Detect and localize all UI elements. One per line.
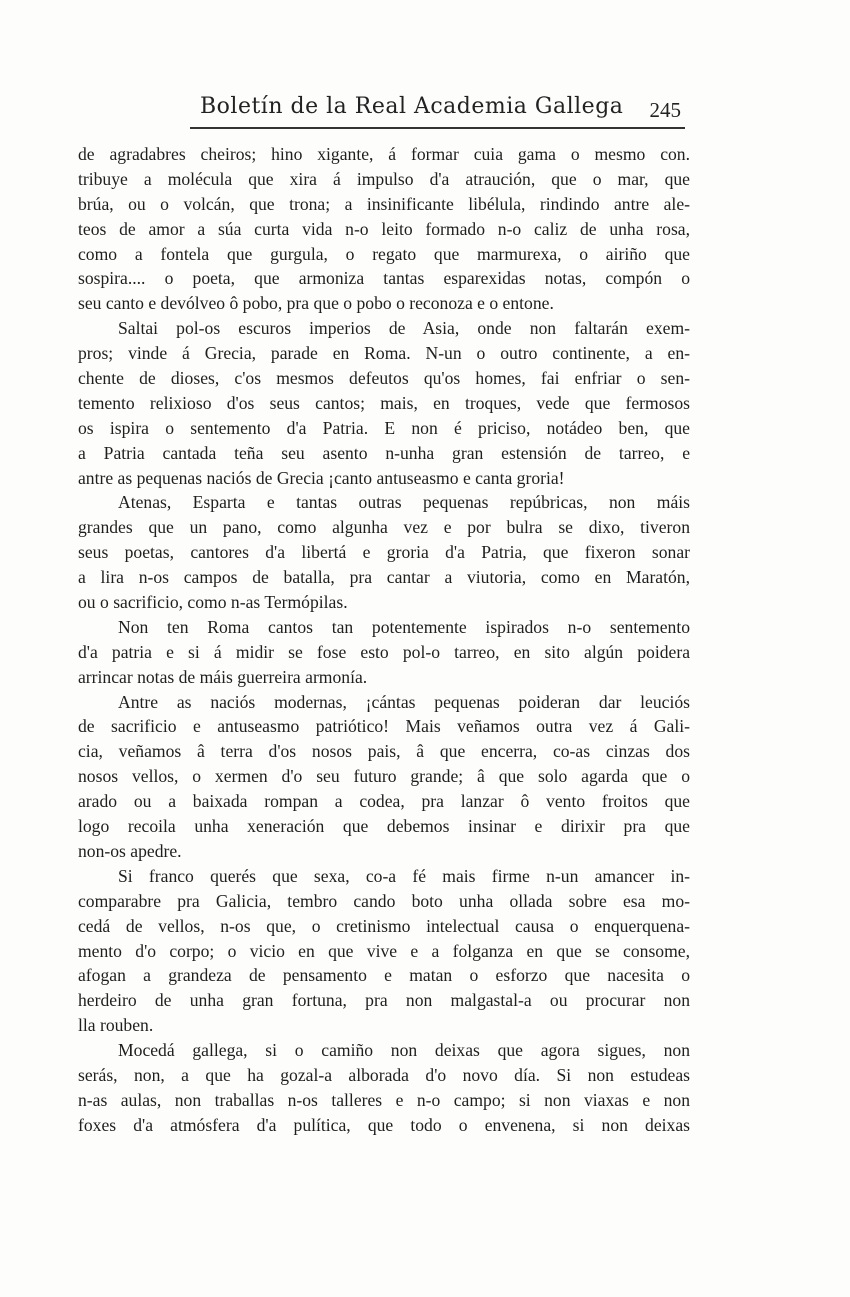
text-line: ou o sacrificio, como n-as Termópilas. <box>78 592 348 613</box>
text-line: d'a patria e si á midir se fose esto pol-o tarreo, en sito algún poidera <box>78 641 690 662</box>
text-line: antre as pequenas naciós de Grecia ¡canto antuseasmo e canta groria! <box>78 467 565 488</box>
running-header <box>190 92 685 132</box>
text-line: arado ou a baixada rompan a codea, pra lanzar ô vento froitos que <box>78 791 690 812</box>
text-line: Mocedá gallega, si o camiño non deixas que agora sigues, non <box>118 1040 690 1061</box>
text-line: n-as aulas, non traballas n-os talleres e n-o campo; si non viaxas e non <box>78 1089 690 1110</box>
text-line: brúa, ou o volcán, que trona; a insinificante libélula, rindindo antre ale- <box>78 193 690 214</box>
text-line: sospira.... o poeta, que armoniza tantas esparexidas notas, compón o <box>78 268 690 289</box>
text-line: grandes que un pano, como algunha vez e por bulra se dixo, tiveron <box>78 517 690 538</box>
text-line: cia, veñamos â terra d'os nosos pais, â que encerra, co-as cinzas dos <box>78 741 690 762</box>
text-line: herdeiro de unha gran fortuna, pra non malgastal-a ou procurar non <box>78 990 690 1011</box>
text-line: teos de amor a súa curta vida n-o leito formado n-o caliz de unha rosa, <box>78 218 690 239</box>
body-text <box>78 142 690 1138</box>
text-line: os ispira o sentemento d'a Patria. E non é priciso, notádeo ben, que <box>78 417 690 438</box>
text-line: Si franco querés que sexa, co-a fé mais firme n-un amancer in- <box>118 865 690 886</box>
text-line: seus poetas, cantores d'a libertá e groria d'a Patria, que fixeron sonar <box>78 542 690 563</box>
journal-title: Boletín de la Real Academia Gallega <box>200 94 624 119</box>
text-line: non-os apedre. <box>78 840 182 861</box>
text-line: mento d'o corpo; o vicio en que vive e a folganza en que se consome, <box>78 940 690 961</box>
text-line: tribuye a molécula que xira á impulso d'a atraución, que o mar, que <box>78 168 690 189</box>
text-line: foxes d'a atmósfera d'a pulítica, que todo o envenena, si non deixas <box>78 1114 690 1135</box>
text-line: serás, non, a que ha gozal-a alborada d'o novo día. Si non estudeas <box>78 1064 690 1085</box>
text-line: Saltai pol-os escuros imperios de Asia, onde non faltarán exem- <box>118 318 690 339</box>
text-line: como a fontela que gurgula, o regato que marmurexa, o airiño que <box>78 243 690 264</box>
text-line: cedá de vellos, n-os que, o cretinismo intelectual causa o enquerquena- <box>78 915 690 936</box>
text-line: Atenas, Esparta e tantas outras pequenas repúbricas, non máis <box>118 492 690 513</box>
text-line: logo recoila unha xeneración que debemos insinar e dirixir pra que <box>78 816 690 837</box>
text-line: arrincar notas de máis guerreira armonía. <box>78 666 368 687</box>
header-rule <box>190 127 685 129</box>
text-line: temento relixioso d'os seus cantos; mais, en troques, vede que fermosos <box>78 392 690 413</box>
text-line: Antre as naciós modernas, ¡cántas pequenas poideran dar leuciós <box>118 691 690 712</box>
text-line: afogan a grandeza de pensamento e matan o esforzo que nacesita o <box>78 965 690 986</box>
text-line: a Patria cantada teña seu asento n-unha gran estensión de tarreo, e <box>78 442 690 463</box>
text-line: lla rouben. <box>78 1015 154 1036</box>
text-line: a lira n-os campos de batalla, pra cantar a viutoria, como en Maratón, <box>78 567 690 588</box>
text-line: de sacrificio e antuseasmo patriótico! Mais veñamos outra vez á Gali- <box>78 716 690 737</box>
text-line: de agradabres cheiros; hino xigante, á formar cuia gama o mesmo con. <box>78 144 690 164</box>
page-number: 245 <box>649 98 681 122</box>
text-line: seu canto e devólveo ô pobo, pra que o pobo o reconoza e o entone. <box>78 293 554 314</box>
text-line: comparabre pra Galicia, tembro cando boto unha ollada sobre esa mo- <box>78 890 690 911</box>
text-line: Non ten Roma cantos tan potentemente ispirados n-o sentemento <box>118 616 690 637</box>
text-line: pros; vinde á Grecia, parade en Roma. N-un o outro continente, a en- <box>78 343 690 364</box>
text-line: nosos vellos, o xermen d'o seu futuro grande; â que solo agarda que o <box>78 766 690 787</box>
text-line: chente de dioses, c'os mesmos defeutos qu'os homes, fai enfriar o sen- <box>78 368 690 389</box>
